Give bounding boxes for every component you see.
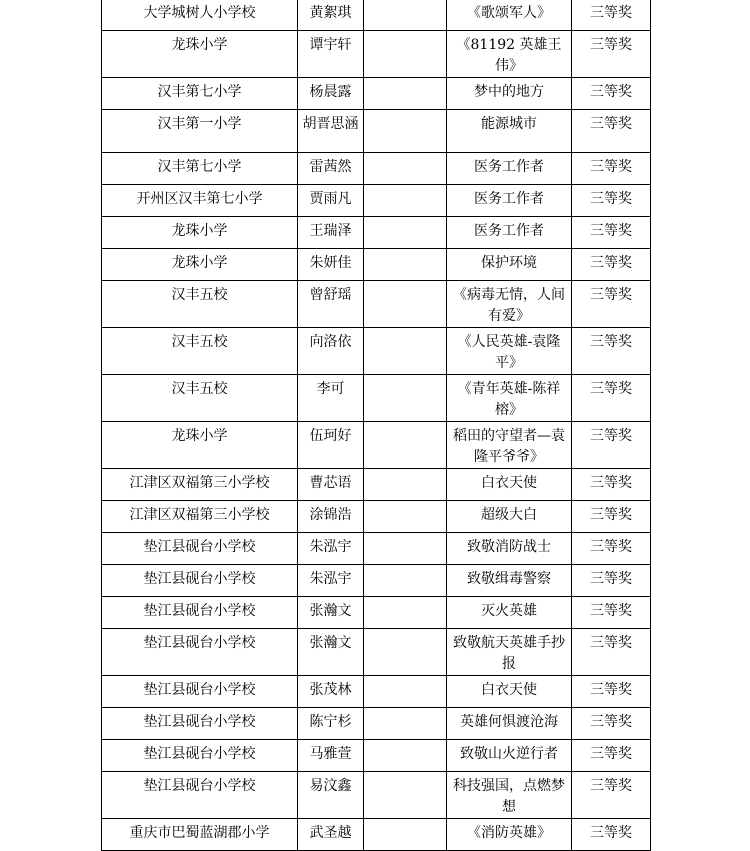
student-name-cell: 王瑞泽 — [298, 217, 364, 249]
student-name-cell: 向洛依 — [298, 328, 364, 375]
blank-cell — [364, 676, 447, 708]
school-cell: 汉丰第七小学 — [102, 78, 298, 110]
student-name-cell: 涂锦浩 — [298, 501, 364, 533]
award-cell: 三等奖 — [572, 249, 651, 281]
blank-cell — [364, 328, 447, 375]
school-cell: 开州区汉丰第七小学 — [102, 185, 298, 217]
award-cell: 三等奖 — [572, 422, 651, 469]
blank-cell — [364, 597, 447, 629]
blank-cell — [364, 31, 447, 78]
table-row — [102, 249, 651, 281]
blank-cell — [364, 708, 447, 740]
work-title-cell: 能源城市 — [447, 110, 572, 153]
student-name-cell: 朱泓宇 — [298, 565, 364, 597]
award-cell: 三等奖 — [572, 676, 651, 708]
award-cell: 三等奖 — [572, 0, 651, 31]
award-cell: 三等奖 — [572, 469, 651, 501]
work-title-cell: 医务工作者 — [447, 185, 572, 217]
blank-cell — [364, 281, 447, 328]
work-title-cell: 保护环境 — [447, 249, 572, 281]
table-row — [102, 708, 651, 740]
student-name-cell: 伍珂好 — [298, 422, 364, 469]
work-title-cell: 《青年英雄-陈祥榕》 — [447, 375, 572, 422]
work-title-cell: 《人民英雄-袁隆平》 — [447, 328, 572, 375]
blank-cell — [364, 153, 447, 185]
table-row — [102, 469, 651, 501]
award-cell: 三等奖 — [572, 772, 651, 819]
work-title-cell: 医务工作者 — [447, 153, 572, 185]
student-name-cell: 朱泓宇 — [298, 533, 364, 565]
blank-cell — [364, 185, 447, 217]
work-title-cell: 稻田的守望者—袁隆平爷爷》 — [447, 422, 572, 469]
school-cell: 垫江县砚台小学校 — [102, 740, 298, 772]
blank-cell — [364, 110, 447, 153]
work-title-cell: 白衣天使 — [447, 469, 572, 501]
blank-cell — [364, 78, 447, 110]
award-cell: 三等奖 — [572, 153, 651, 185]
blank-cell — [364, 533, 447, 565]
table-row — [102, 533, 651, 565]
table-row — [102, 819, 651, 851]
table-row — [102, 78, 651, 110]
school-cell: 江津区双福第三小学校 — [102, 469, 298, 501]
work-title-cell: 致敬山火逆行者 — [447, 740, 572, 772]
blank-cell — [364, 375, 447, 422]
school-cell: 汉丰第七小学 — [102, 153, 298, 185]
table-row — [102, 375, 651, 422]
school-cell: 龙珠小学 — [102, 422, 298, 469]
table-row — [102, 501, 651, 533]
table-row — [102, 422, 651, 469]
student-name-cell: 马雅萱 — [298, 740, 364, 772]
award-cell: 三等奖 — [572, 708, 651, 740]
award-cell: 三等奖 — [572, 533, 651, 565]
student-name-cell: 雷茜然 — [298, 153, 364, 185]
school-cell: 重庆市巴蜀蓝湖郡小学 — [102, 819, 298, 851]
work-title-cell: 致敬航天英雄手抄报 — [447, 629, 572, 676]
award-cell: 三等奖 — [572, 501, 651, 533]
awards-table — [101, 0, 651, 851]
student-name-cell: 朱妍佳 — [298, 249, 364, 281]
table-row — [102, 676, 651, 708]
work-title-cell: 《81192 英雄王伟》 — [447, 31, 572, 78]
table-row — [102, 629, 651, 676]
blank-cell — [364, 819, 447, 851]
work-title-cell: 超级大白 — [447, 501, 572, 533]
work-title-cell: 《歌颂军人》 — [447, 0, 572, 31]
work-title-cell: 致敬缉毒警察 — [447, 565, 572, 597]
school-cell: 汉丰五校 — [102, 328, 298, 375]
student-name-cell: 易汶鑫 — [298, 772, 364, 819]
school-cell: 汉丰五校 — [102, 281, 298, 328]
table-row — [102, 185, 651, 217]
award-cell: 三等奖 — [572, 375, 651, 422]
student-name-cell: 武圣越 — [298, 819, 364, 851]
table-row — [102, 740, 651, 772]
student-name-cell: 胡晋思涵 — [298, 110, 364, 153]
school-cell: 大学城树人小学校 — [102, 0, 298, 31]
award-cell: 三等奖 — [572, 565, 651, 597]
award-cell: 三等奖 — [572, 185, 651, 217]
table-row — [102, 217, 651, 249]
school-cell: 垫江县砚台小学校 — [102, 708, 298, 740]
table-row — [102, 328, 651, 375]
student-name-cell: 张瀚文 — [298, 629, 364, 676]
blank-cell — [364, 772, 447, 819]
award-cell: 三等奖 — [572, 597, 651, 629]
student-name-cell: 贾雨凡 — [298, 185, 364, 217]
award-cell: 三等奖 — [572, 629, 651, 676]
work-title-cell: 致敬消防战士 — [447, 533, 572, 565]
award-cell: 三等奖 — [572, 31, 651, 78]
school-cell: 江津区双福第三小学校 — [102, 501, 298, 533]
school-cell: 龙珠小学 — [102, 217, 298, 249]
school-cell: 龙珠小学 — [102, 31, 298, 78]
school-cell: 垫江县砚台小学校 — [102, 629, 298, 676]
blank-cell — [364, 740, 447, 772]
blank-cell — [364, 217, 447, 249]
table-row — [102, 772, 651, 819]
student-name-cell: 张茂林 — [298, 676, 364, 708]
school-cell: 垫江县砚台小学校 — [102, 597, 298, 629]
work-title-cell: 梦中的地方 — [447, 78, 572, 110]
school-cell: 汉丰第一小学 — [102, 110, 298, 153]
work-title-cell: 英雄何惧渡沧海 — [447, 708, 572, 740]
work-title-cell: 白衣天使 — [447, 676, 572, 708]
blank-cell — [364, 469, 447, 501]
award-cell: 三等奖 — [572, 740, 651, 772]
student-name-cell: 曹芯语 — [298, 469, 364, 501]
award-cell: 三等奖 — [572, 281, 651, 328]
student-name-cell: 李可 — [298, 375, 364, 422]
award-cell: 三等奖 — [572, 328, 651, 375]
awards-table-body — [102, 0, 651, 851]
award-cell: 三等奖 — [572, 110, 651, 153]
table-row — [102, 110, 651, 153]
school-cell: 垫江县砚台小学校 — [102, 533, 298, 565]
work-title-cell: 医务工作者 — [447, 217, 572, 249]
school-cell: 垫江县砚台小学校 — [102, 772, 298, 819]
table-row — [102, 0, 651, 31]
blank-cell — [364, 565, 447, 597]
work-title-cell: 《消防英雄》 — [447, 819, 572, 851]
student-name-cell: 谭宇轩 — [298, 31, 364, 78]
table-row — [102, 153, 651, 185]
student-name-cell: 杨晨露 — [298, 78, 364, 110]
blank-cell — [364, 249, 447, 281]
blank-cell — [364, 629, 447, 676]
school-cell: 汉丰五校 — [102, 375, 298, 422]
school-cell: 垫江县砚台小学校 — [102, 676, 298, 708]
table-row — [102, 31, 651, 78]
work-title-cell: 灭火英雄 — [447, 597, 572, 629]
student-name-cell: 陈宁杉 — [298, 708, 364, 740]
student-name-cell: 张瀚文 — [298, 597, 364, 629]
school-cell: 龙珠小学 — [102, 249, 298, 281]
school-cell: 垫江县砚台小学校 — [102, 565, 298, 597]
award-cell: 三等奖 — [572, 819, 651, 851]
work-title-cell: 《病毒无情，人间有爱》 — [447, 281, 572, 328]
award-cell: 三等奖 — [572, 217, 651, 249]
student-name-cell: 黄絮琪 — [298, 0, 364, 31]
blank-cell — [364, 0, 447, 31]
table-row — [102, 597, 651, 629]
blank-cell — [364, 422, 447, 469]
table-row — [102, 565, 651, 597]
table-row — [102, 281, 651, 328]
award-cell: 三等奖 — [572, 78, 651, 110]
blank-cell — [364, 501, 447, 533]
student-name-cell: 曾舒瑶 — [298, 281, 364, 328]
work-title-cell: 科技强国，点燃梦想 — [447, 772, 572, 819]
